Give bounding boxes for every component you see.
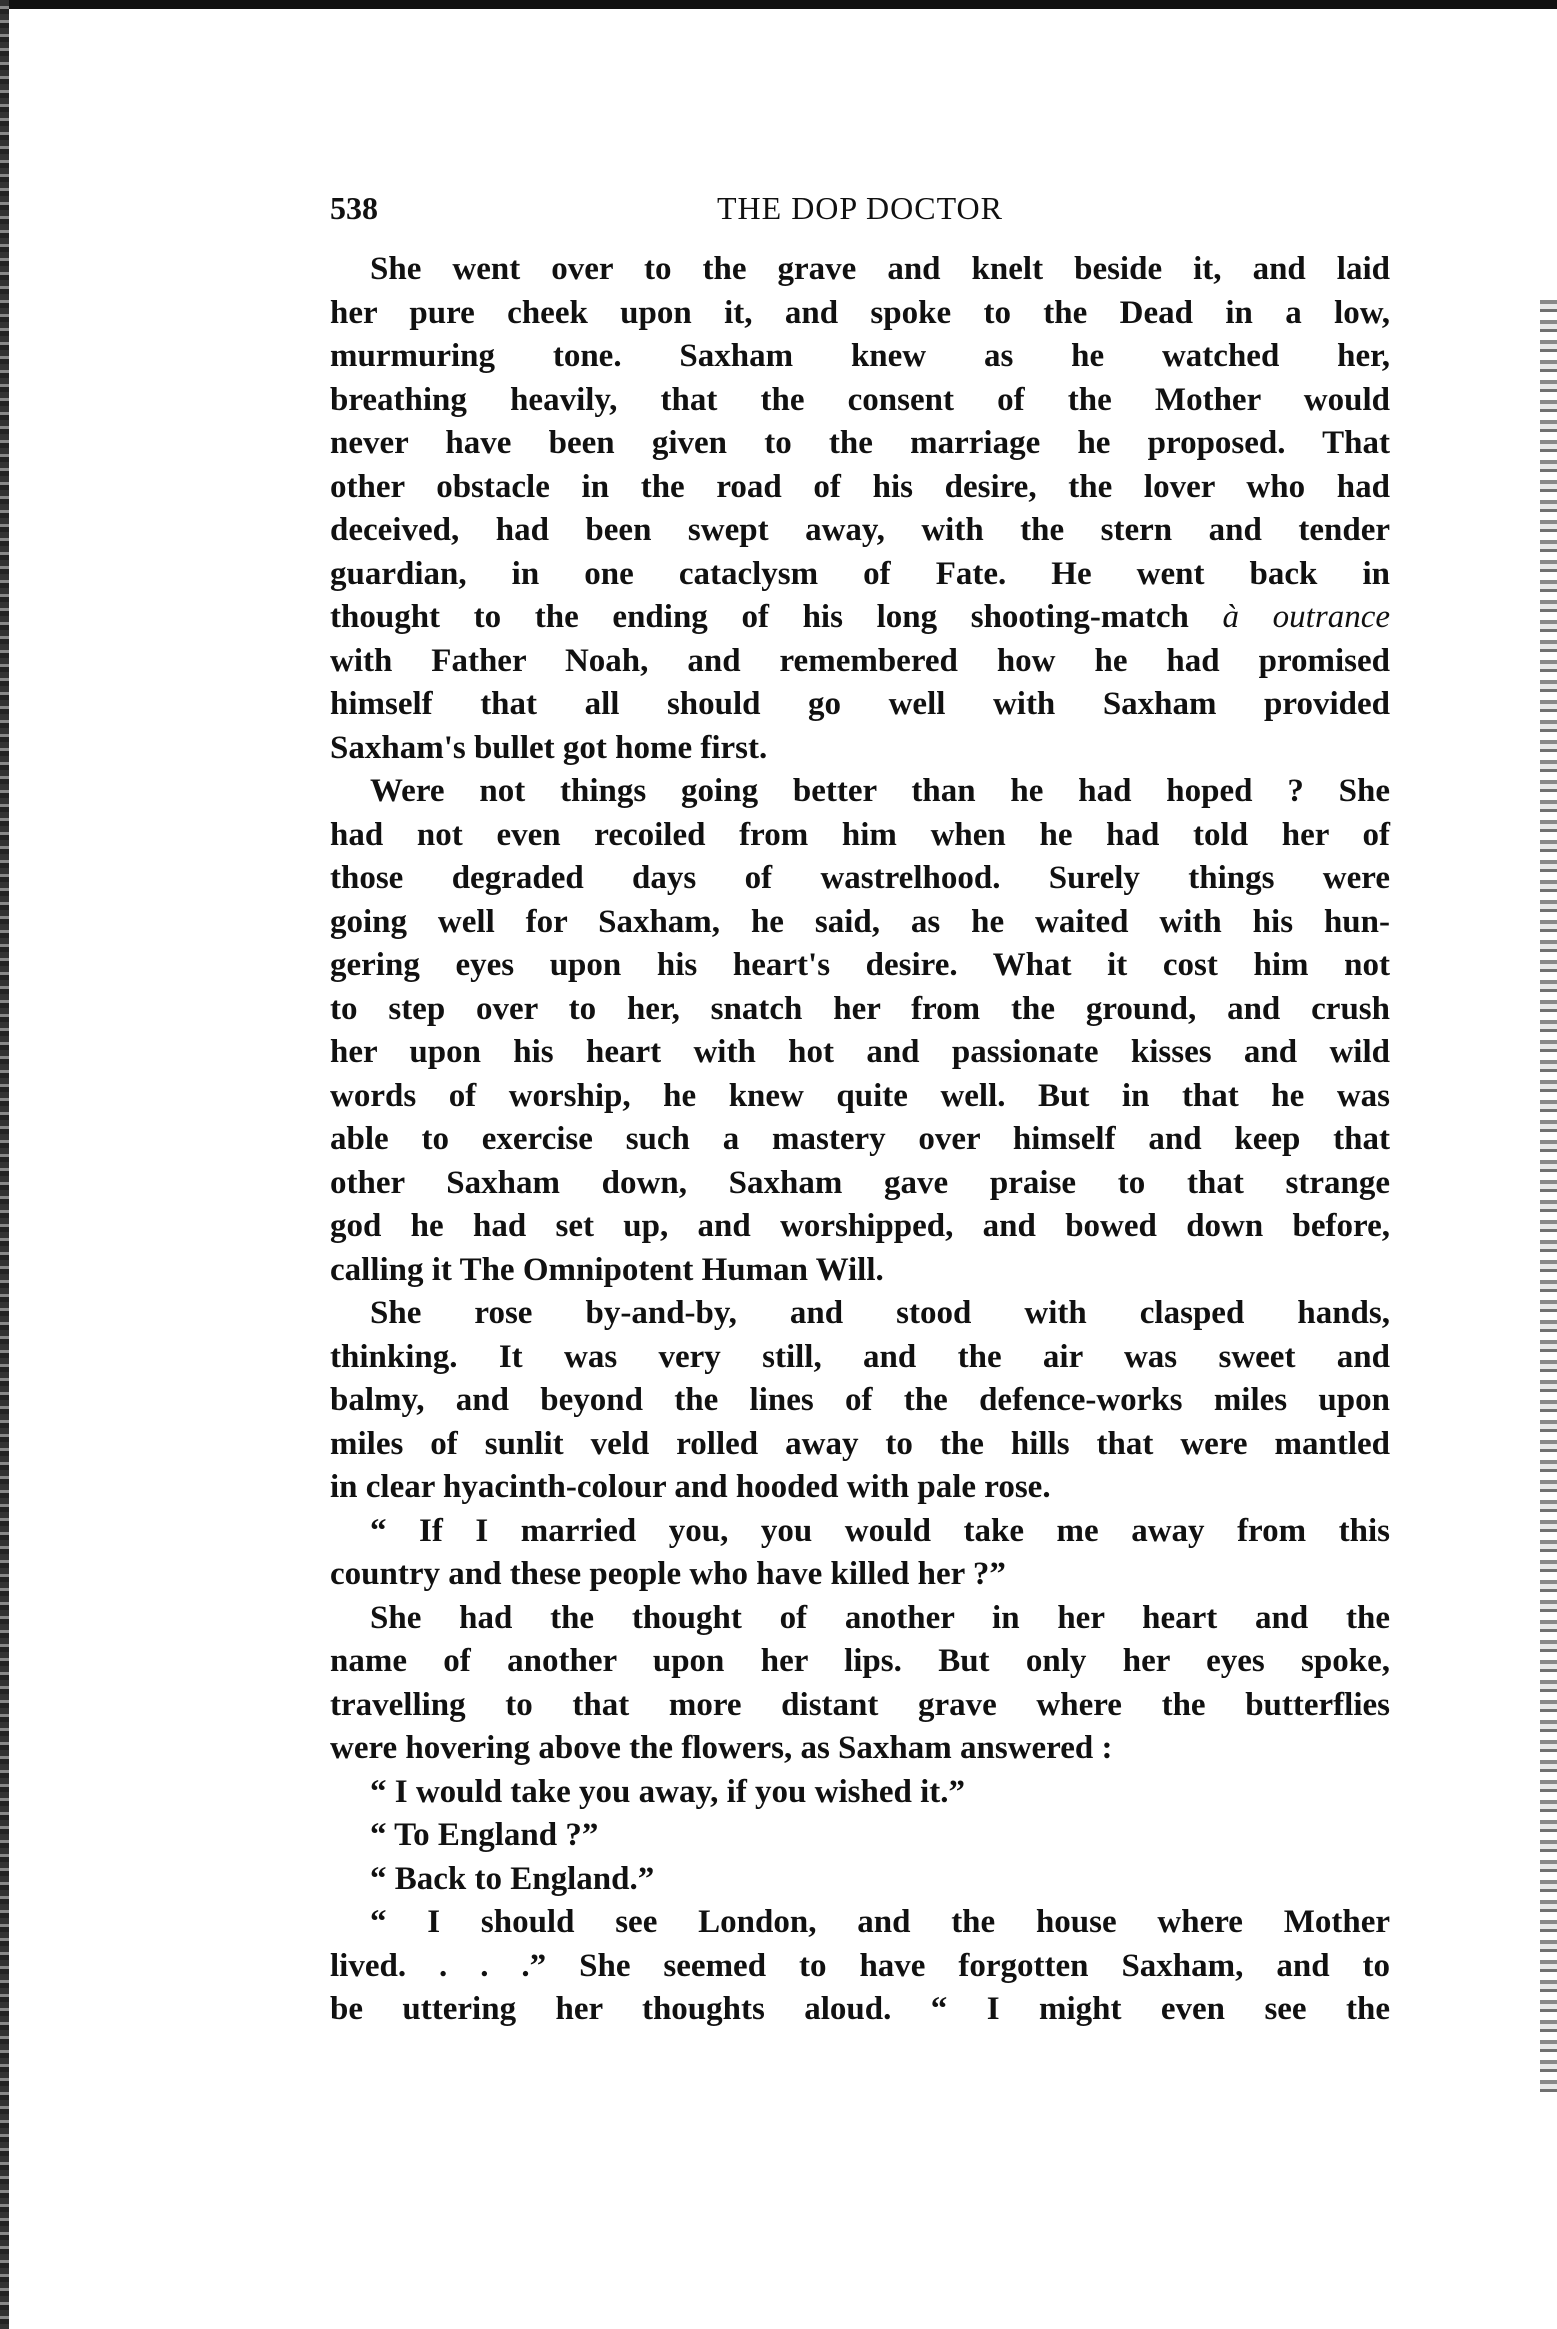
text-line [330, 509, 1390, 553]
text-line-content: able to exercise such a mastery over himself and keep that [330, 1121, 1390, 1157]
text-line-content: “ To England ?” [370, 1817, 599, 1853]
text-line [330, 379, 1390, 423]
text-line-content: “ I should see London, and the house where Mother [370, 1904, 1390, 1940]
text-line [330, 596, 1390, 640]
text-line-content: going well for Saxham, he said, as he waited with his hun- [330, 903, 1390, 940]
text-line [330, 553, 1390, 597]
text-line [330, 1901, 1390, 1945]
text-line [330, 901, 1390, 945]
text-line-content: “ If I married you, you would take me away from this [370, 1512, 1390, 1549]
italic-phrase: à outrance [1222, 599, 1390, 635]
text-line-content: guardian, in one cataclysm of Fate. He went back in [330, 555, 1390, 592]
text-line-content: in clear hyacinth-colour and hooded with pale rose. [330, 1469, 1051, 1505]
text-line-content: were hovering above the flowers, as Saxham answered : [330, 1730, 1113, 1766]
text-line [330, 1249, 1390, 1293]
text-line-content: She had the thought of another in her heart and the [370, 1599, 1390, 1636]
text-line [330, 988, 1390, 1032]
text-line [330, 1292, 1390, 1336]
text-line [330, 1553, 1390, 1597]
text-line [330, 1945, 1390, 1989]
text-line [330, 1031, 1390, 1075]
text-line [330, 1684, 1390, 1728]
text-line-content: thought to the ending of his long shooting-match [330, 599, 1189, 635]
text-line [330, 1597, 1390, 1641]
text-line-content: those degraded days of wastrelhood. Surely things were [330, 860, 1390, 896]
text-line [330, 1858, 1390, 1902]
text-line-content: travelling to that more distant grave where the butterflies [330, 1686, 1390, 1723]
text-line [330, 1379, 1390, 1423]
page-right-edge [1540, 300, 1557, 2100]
text-line-content: “ I would take you away, if you wished it.” [370, 1773, 966, 1810]
text-line [330, 1510, 1390, 1554]
text-line [330, 944, 1390, 988]
running-title: THE DOP DOCTOR [716, 190, 1003, 226]
text-line-content: god he had set up, and worshipped, and bowed down before, [330, 1208, 1390, 1244]
text-line-content: gering eyes upon his heart's desire. What it cost him not [330, 947, 1390, 983]
text-line [330, 1118, 1390, 1162]
text-line [330, 1640, 1390, 1684]
text-line [330, 857, 1390, 901]
text-line [330, 248, 1390, 292]
text-line [330, 770, 1390, 814]
text-line-content: himself that all should go well with Saxham provided [330, 686, 1390, 722]
text-line [330, 727, 1390, 771]
text-line-content: deceived, had been swept away, with the stern and tender [330, 512, 1390, 548]
text-line [330, 335, 1390, 379]
text-line [330, 683, 1390, 727]
text-line-content: other Saxham down, Saxham gave praise to that strange [330, 1164, 1390, 1201]
page-left-edge [0, 0, 9, 2329]
page-top-edge [0, 0, 1557, 9]
text-line [330, 1205, 1390, 1249]
text-line [330, 1162, 1390, 1206]
text-line-content: thinking. It was very still, and the air was sweet and [330, 1338, 1390, 1375]
text-line [330, 1727, 1390, 1771]
text-line-content: murmuring tone. Saxham knew as he watched her, [330, 338, 1390, 374]
text-line [330, 814, 1390, 858]
text-line-content: her upon his heart with hot and passionate kisses and wild [330, 1034, 1390, 1070]
text-line [330, 1075, 1390, 1119]
text-line-content: had not even recoiled from him when he had told her of [330, 816, 1390, 853]
text-line-content: her pure cheek upon it, and spoke to the Dead in a low, [330, 294, 1390, 331]
text-line [330, 1336, 1390, 1380]
text-line-content: breathing heavily, that the consent of the Mother would [330, 381, 1390, 418]
text-line-content: lived. . . .” She seemed to have forgotten Saxham, and to [330, 1947, 1390, 1984]
text-line [330, 292, 1390, 336]
text-line [330, 1771, 1390, 1815]
body-text [330, 248, 1390, 2032]
text-line-content: to step over to her, snatch her from the ground, and crush [330, 990, 1390, 1027]
text-line [330, 466, 1390, 510]
text-line [330, 1814, 1390, 1858]
text-line-content: name of another upon her lips. But only her eyes spoke, [330, 1643, 1390, 1679]
text-line [330, 1423, 1390, 1467]
page-header [330, 190, 1390, 234]
text-line [330, 640, 1390, 684]
text-line-content: never have been given to the marriage he proposed. That [330, 425, 1390, 461]
text-line-content: calling it The Omnipotent Human Will. [330, 1251, 884, 1288]
text-line-content: miles of sunlit veld rolled away to the hills that were mantled [330, 1425, 1390, 1462]
text-line-content: with Father Noah, and remembered how he had promised [330, 642, 1390, 679]
text-line-content: She went over to the grave and knelt beside it, and laid [370, 251, 1390, 287]
text-line-content: Saxham's bullet got home first. [330, 729, 768, 766]
text-line-content: country and these people who have killed her ?” [330, 1556, 1006, 1592]
text-line-content: Were not things going better than he had hoped ? She [370, 773, 1390, 809]
text-line-content: other obstacle in the road of his desire, the lover who had [330, 468, 1390, 505]
text-line-content: She rose by-and-by, and stood with clasped hands, [370, 1295, 1390, 1331]
text-line [330, 1988, 1390, 2032]
text-line-content: balmy, and beyond the lines of the defence-works miles upon [330, 1382, 1390, 1418]
text-line [330, 422, 1390, 466]
text-line-content: words of worship, he knew quite well. But in that he was [330, 1077, 1390, 1114]
page-number: 538 [330, 190, 378, 226]
text-line-content: be uttering her thoughts aloud. “ I might even see the [330, 1991, 1390, 2027]
text-line-content: “ Back to England.” [370, 1860, 655, 1897]
text-line [330, 1466, 1390, 1510]
